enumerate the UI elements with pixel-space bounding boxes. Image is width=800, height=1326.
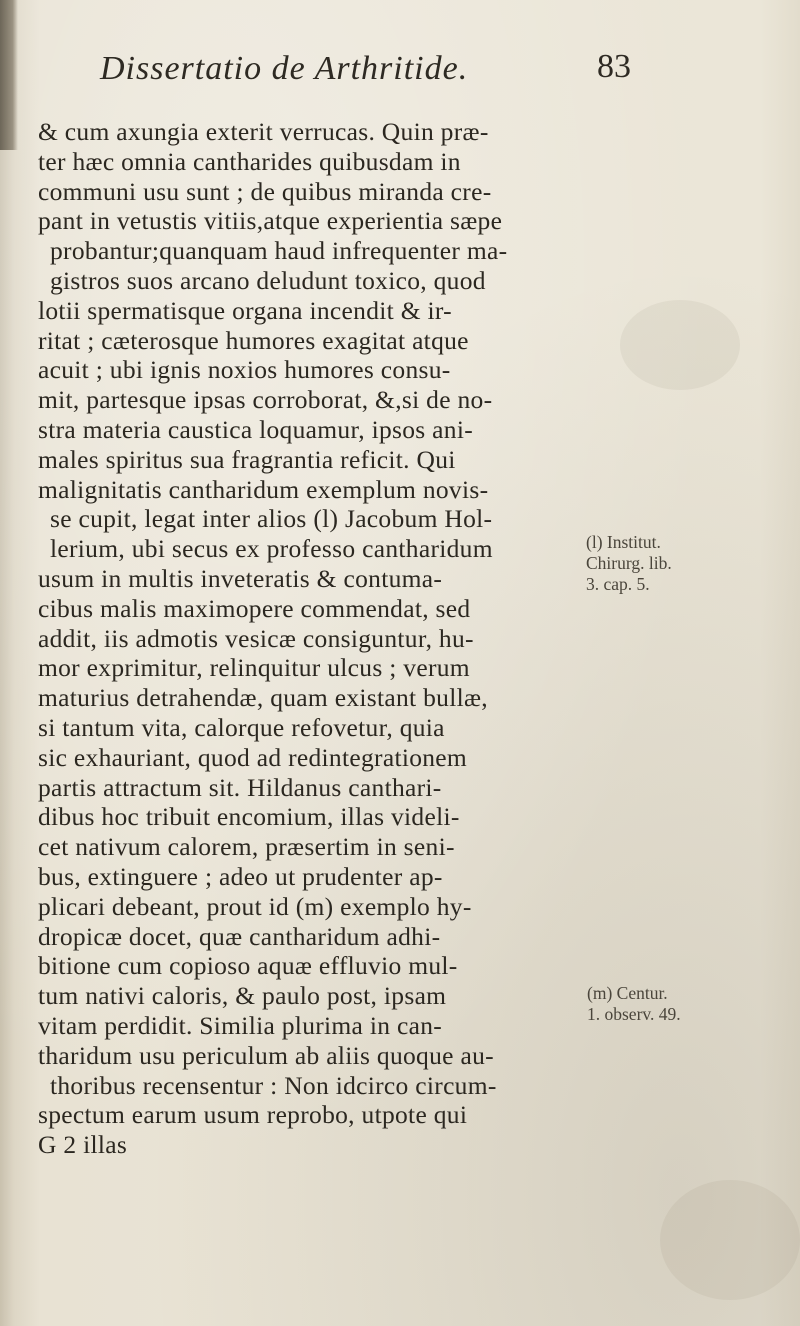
text-line: addit, iis admotis vesicæ consiguntur, hu- [38, 623, 474, 653]
text-line: bitione cum copioso aquæ effluvio mul- [38, 951, 458, 981]
text-line: usum in multis inveteratis & contuma- [38, 563, 443, 593]
text-line: stra materia caustica loquamur, ipsos ani- [38, 414, 474, 444]
text-line: mit, partesque ipsas corroborat, &,si de no- [38, 385, 493, 415]
text-line: bus, extinguere ; adeo ut prudenter ap- [38, 861, 443, 891]
page-number: 83 [597, 48, 631, 85]
text-line: tum nativi caloris, & paulo post, ipsam [38, 981, 447, 1011]
paper-stain [660, 1180, 800, 1300]
text-line: thoribus recensentur : Non idcirco circum- [50, 1070, 497, 1100]
text-line: pant in vetustis vitiis,atque experientia sæpe [38, 206, 503, 236]
text-line: lotii spermatisque organa incendit & ir- [38, 295, 452, 325]
text-line: malignitatis cantharidum exemplum novis- [38, 474, 489, 504]
text-line: maturius detrahendæ, quam existant bullæ, [38, 683, 488, 713]
text-line: mor exprimitur, relinquitur ulcus ; verum [38, 653, 470, 683]
page-header [100, 48, 660, 98]
text-line: & cum axungia exterit verrucas. Quin præ- [38, 117, 489, 146]
text-line: vitam perdidit. Similia plurima in can- [38, 1010, 443, 1040]
text-line: plicari debeant, prout id (m) exemplo hy- [38, 891, 472, 921]
text-line: cet nativum calorem, præsertim in seni- [38, 832, 455, 862]
text-line: si tantum vita, calorque refovetur, quia [38, 712, 445, 742]
text-line: spectum earum usum reprobo, utpote qui [38, 1100, 468, 1130]
text-line: sic exhauriant, quod ad redintegrationem [38, 742, 468, 772]
marginal-note-l [586, 532, 672, 595]
text-line: cibus malis maximopere commendat, sed [38, 593, 471, 623]
text-line: acuit ; ubi ignis noxios humores consu- [38, 355, 451, 385]
marginal-note-m [587, 983, 681, 1025]
text-line: G 2 illas [38, 1130, 128, 1160]
body-text [38, 117, 578, 1160]
text-line: partis attractum sit. Hildanus canthari- [38, 772, 442, 802]
text-line: ter hæc omnia cantharides quibusdam in [38, 146, 461, 176]
marginal-note-line: 1. observ. 49. [587, 1004, 681, 1024]
paper-stain [620, 300, 740, 390]
marginal-note-line: Chirurg. lib. [586, 553, 672, 573]
text-line: ritat ; cæterosque humores exagitat atque [38, 325, 469, 355]
text-line: communi usu sunt ; de quibus miranda cre- [38, 176, 492, 206]
text-line: dropicæ docet, quæ cantharidum adhi- [38, 921, 441, 951]
marginal-note-line: 3. cap. 5. [586, 574, 650, 594]
page-binding-shadow [0, 0, 18, 150]
text-line: dibus hoc tribuit encomium, illas videli- [38, 802, 460, 832]
running-title: Dissertatio de Arthritide. [100, 50, 469, 87]
text-line: se cupit, legat inter alios (l) Jacobum Hol- [50, 504, 493, 534]
text-line: probantur;quanquam haud infrequenter ma- [50, 236, 508, 266]
text-line: lerium, ubi secus ex professo cantharidum [50, 534, 493, 564]
marginal-note-line: (m) Centur. [587, 983, 668, 1003]
text-line: tharidum usu periculum ab aliis quoque au- [38, 1040, 494, 1070]
text-line: gistros suos arcano deludunt toxico, quod [50, 265, 486, 295]
marginal-note-line: (l) Institut. [586, 532, 661, 552]
text-line: males spiritus sua fragrantia reficit. Qui [38, 444, 456, 474]
